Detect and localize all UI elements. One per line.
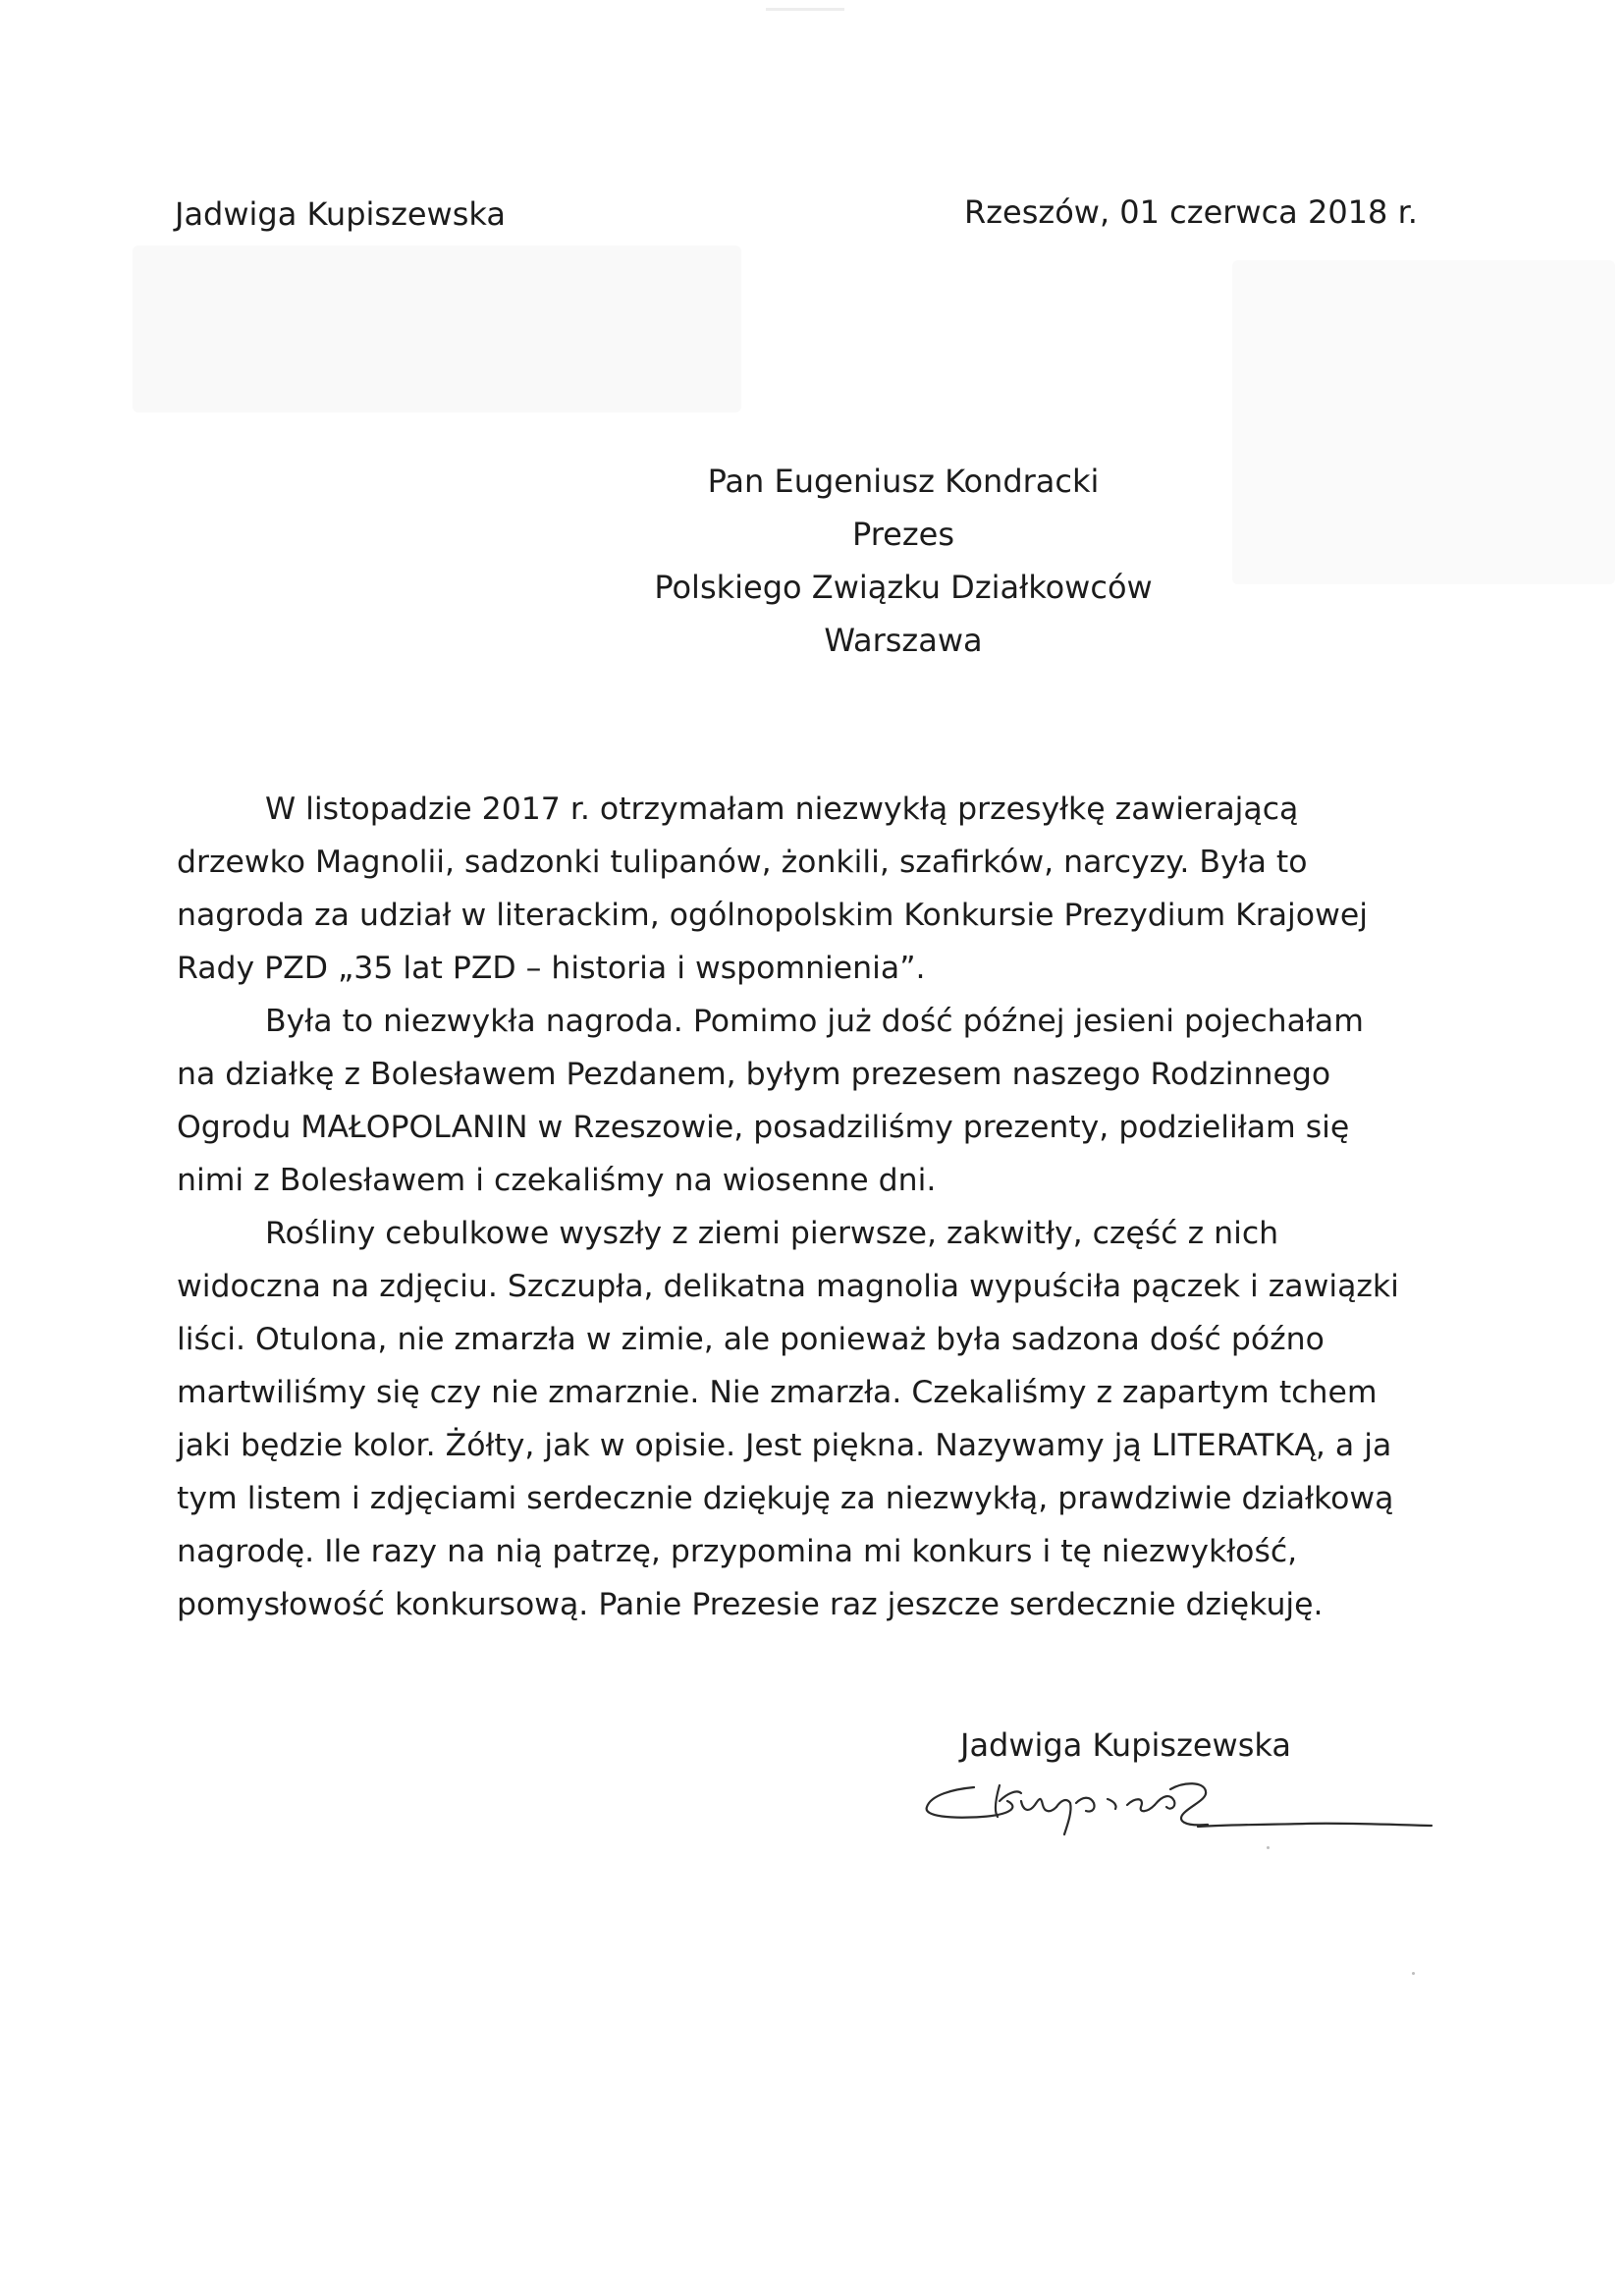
body-line: W listopadzie 2017 r. otrzymałam niezwykłą przesyłkę zawierającą [265,792,1299,827]
body-line: drzewko Magnolii, sadzonki tulipanów, żonkili, szafirków, narcyzy. Była to [177,845,1308,880]
body-line: Rośliny cebulkowe wyszły z ziemi pierwsze, zakwitły, część z nich [265,1216,1279,1251]
body-line: martwiliśmy się czy nie zmarznie. Nie zmarzła. Czekaliśmy z zapartym tchem [177,1375,1378,1410]
scan-artifact [766,8,844,11]
recipient-name: Pan Eugeniusz Kondracki [707,463,1100,500]
recipient-city: Warszawa [824,622,983,659]
body-line: nimi z Bolesławem i czekaliśmy na wiosenne dni. [177,1163,937,1198]
scan-shade [1232,260,1615,584]
body-line: na działkę z Bolesławem Pezdanem, byłym prezesem naszego Rodzinnego [177,1057,1331,1092]
body-line: widoczna na zdjęciu. Szczupła, delikatna magnolia wypuściła pączek i zawiązki [177,1269,1399,1304]
body-line: Ogrodu MAŁOPOLANIN w Rzeszowie, posadziliśmy prezenty, podzieliłam się [177,1110,1350,1145]
body-line: Rady PZD „35 lat PZD – historia i wspomnienia”. [177,951,926,986]
body-line: pomysłowość konkursową. Panie Prezesie raz jeszcze serdecznie dziękuję. [177,1587,1324,1622]
body-line: jaki będzie kolor. Żółty, jak w opisie. Jest piękna. Nazywamy ją LITERATKĄ, a ja [177,1428,1392,1463]
scan-artifact [1412,1972,1415,1975]
recipient-organization: Polskiego Związku Działkowców [654,569,1153,606]
body-line: tym listem i zdjęciami serdecznie dziękuję za niezwykłą, prawdziwie działkową [177,1481,1394,1516]
body-line: nagroda za udział w literackim, ogólnopolskim Konkursie Prezydium Krajowej [177,898,1368,933]
letter-date: Rzeszów, 01 czerwca 2018 r. [964,193,1418,231]
recipient-block [609,462,1198,674]
sender-name: Jadwiga Kupiszewska [175,195,506,233]
handwritten-signature [913,1768,1443,1876]
body-line: liści. Otulona, nie zmarzła w zimie, ale ponieważ była sadzona dość późno [177,1322,1325,1357]
scan-shade [133,246,741,412]
letter-body [177,790,1414,1638]
body-line: Była to niezwykła nagroda. Pomimo już dość późnej jesieni pojechałam [265,1004,1364,1039]
closing-name: Jadwiga Kupiszewska [960,1726,1291,1764]
signature-drawing [913,1768,1443,1876]
recipient-title: Prezes [851,516,955,553]
body-line: nagrodę. Ile razy na nią patrzę, przypomina mi konkurs i tę niezwykłość, [177,1534,1298,1569]
scan-artifact [1267,1846,1270,1849]
